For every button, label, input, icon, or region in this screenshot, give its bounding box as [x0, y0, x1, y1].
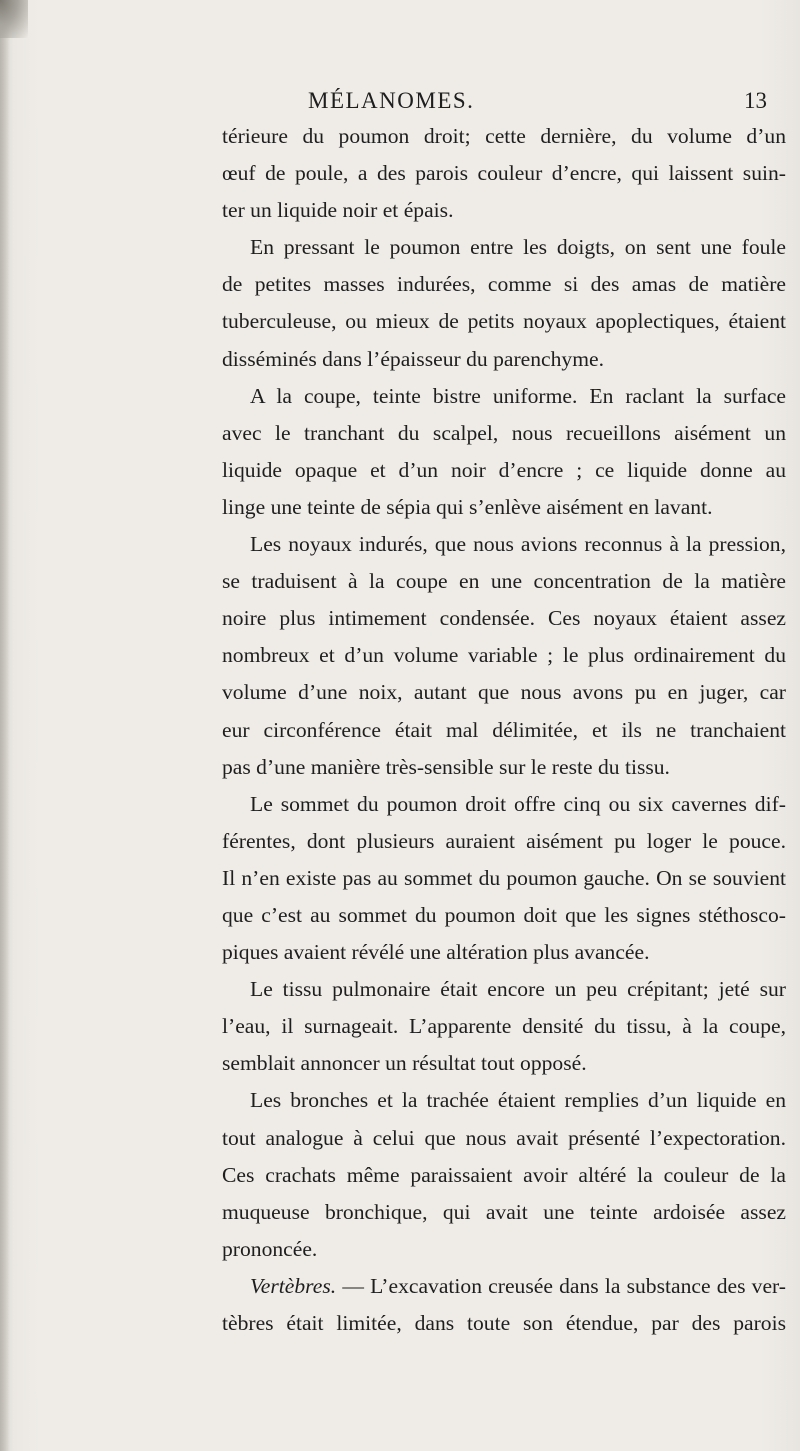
text-line: semblait annoncer un résultat tout opposé.	[222, 1051, 587, 1076]
running-title: MÉLANOMES.	[308, 88, 475, 113]
text-line: tèbres était limitée, dans toute son étendue, par des parois	[222, 1311, 786, 1335]
text-line: que c’est au sommet du poumon doit que les signes stéthosco-	[222, 902, 786, 927]
text-line: de petites masses indurées, comme si des amas de matière	[222, 272, 786, 297]
text-line: avec le tranchant du scalpel, nous recueillons aisément un	[222, 420, 786, 445]
text-line: pas d’une manière très-sensible sur le reste du tissu.	[222, 754, 670, 779]
text-line: noire plus intimement condensée. Ces noyaux étaient assez	[222, 606, 786, 631]
text-line: Le tissu pulmonaire était encore un peu crépitant; jeté sur	[250, 977, 786, 1002]
text-line: se traduisent à la coupe en une concentration de la matière	[222, 569, 786, 594]
text-line: muqueuse bronchique, qui avait une teinte ardoisée assez	[222, 1199, 786, 1224]
text-line: volume d’une noix, autant que nous avons pu en juger, car	[222, 680, 786, 705]
text-line: térieure du poumon droit; cette dernière, du volume d’un	[222, 124, 786, 148]
page-number: 13	[744, 88, 767, 113]
text-line	[222, 1268, 786, 1305]
text-line: Le sommet du poumon droit offre cinq ou six cavernes dif-	[250, 791, 786, 816]
text-line: prononcée.	[222, 1236, 318, 1261]
section-lead: Vertèbres.	[250, 1273, 337, 1298]
body-text	[222, 118, 786, 1342]
text-line: disséminés dans l’épaisseur du parenchyme.	[222, 346, 604, 371]
text-line: Il n’en existe pas au sommet du poumon gauche. On se souvient	[222, 865, 786, 890]
corner-stain	[0, 0, 28, 38]
text-line: Les noyaux indurés, que nous avions reconnus à la pression,	[250, 532, 786, 557]
section-lead-rest: — L’excavation creusée dans la substance des ver-	[336, 1273, 786, 1298]
text-line: Ces crachats même paraissaient avoir altéré la couleur de la	[222, 1162, 786, 1187]
text-line: A la coupe, teinte bistre uniforme. En raclant la surface	[250, 383, 786, 408]
text-line: œuf de poule, a des parois couleur d’encre, qui laissent suin-	[222, 161, 786, 186]
text-line: l’eau, il surnageait. L’apparente densité du tissu, à la coupe,	[222, 1014, 786, 1039]
binding-gutter-shadow	[0, 0, 10, 1451]
text-line: eur circonférence était mal délimitée, et ils ne tranchaient	[222, 717, 786, 742]
text-line: tout analogue à celui que nous avait présenté l’expectoration.	[222, 1125, 786, 1150]
text-line: En pressant le poumon entre les doigts, on sent une foule	[250, 235, 786, 260]
text-line: tuberculeuse, ou mieux de petits noyaux apoplectiques, étaient	[222, 309, 786, 334]
text-line: linge une teinte de sépia qui s’enlève aisément en lavant.	[222, 494, 713, 519]
text-line: Les bronches et la trachée étaient remplies d’un liquide en	[250, 1088, 786, 1113]
text-line: ter un liquide noir et épais.	[222, 198, 454, 223]
text-line: liquide opaque et d’un noir d’encre ; ce liquide donne au	[222, 457, 786, 482]
text-line: piques avaient révélé une altération plus avancée.	[222, 940, 650, 965]
text-line: nombreux et d’un volume variable ; le plus ordinairement du	[222, 643, 786, 668]
text-line: férentes, dont plusieurs auraient aisément pu loger le pouce.	[222, 828, 786, 853]
